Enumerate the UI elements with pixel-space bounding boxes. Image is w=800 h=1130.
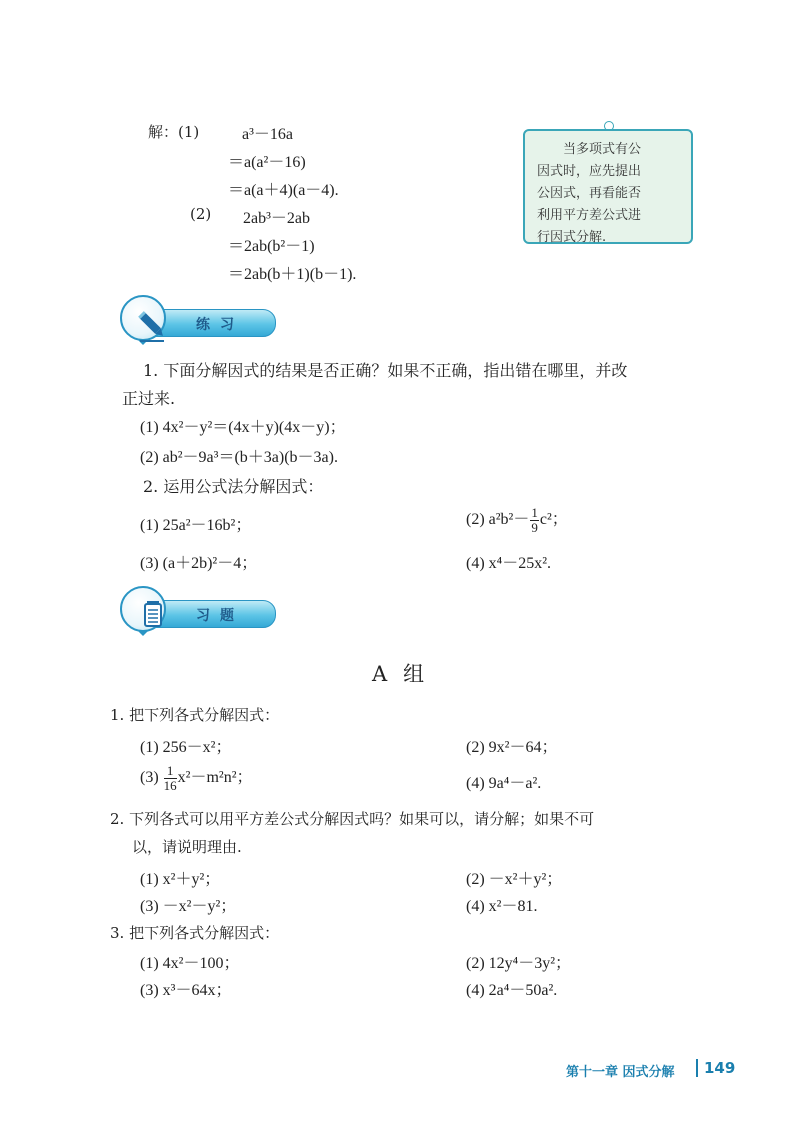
note-line: 公因式，再看能否 (537, 186, 642, 201)
practice-q2-item: (4) x⁴－25x². (466, 555, 552, 572)
exercise-q1-item: (1) 256－x²； (140, 739, 232, 756)
practice-q1-line2: 正过来. (122, 389, 176, 408)
exercise-q1-item: (4) 9a⁴－a². (466, 775, 542, 792)
exercise-q2-item: (4) x²－81. (466, 898, 538, 915)
exercise-q1-item: (2) 9x²－64； (466, 739, 558, 756)
practice-banner (100, 305, 275, 339)
practice-q1-item: (2) ab²－9a³＝(b＋3a)(b－3a). (140, 449, 338, 466)
exercises-banner (100, 596, 275, 630)
note-line: 因式时，应先提出 (537, 164, 642, 179)
practice-q1-line1: 1. 下面分解因式的结果是否正确？如果不正确，指出错在哪里，并改 (143, 361, 628, 380)
solution-line: ＝a(a＋4)(a－4). (228, 182, 339, 199)
notebook-icon (130, 596, 176, 642)
practice-q1-item: (1) 4x²－y²＝(4x＋y)(4x－y)； (140, 419, 346, 436)
note-line: 当多项式有公 (563, 142, 642, 157)
exercise-q3-item: (2) 12y⁴－3y²； (466, 955, 572, 972)
side-note (523, 129, 693, 244)
exercise-q2-item: (3) －x²－y²； (140, 898, 237, 915)
pencil-icon (130, 305, 176, 351)
solution-line: ＝a(a²－16) (228, 154, 306, 171)
fraction: $\frac{1}{16}$ (163, 763, 177, 793)
exercise-q2-item: (1) x²＋y²； (140, 871, 221, 888)
exercise-q2-item: (2) －x²＋y²； (466, 871, 563, 888)
exercise-q3-item: (3) x³－64x； (140, 982, 232, 999)
solution-line: ＝2ab(b²－1) (228, 238, 315, 255)
group-heading: A组 (372, 662, 441, 686)
exercise-q1-item: (3) $\frac{1}{16}$ x²－m²n²； (140, 763, 253, 793)
solution-line: ＝2ab(b＋1)(b－1). (228, 266, 357, 283)
exercise-q3-item: (4) 2a⁴－50a². (466, 982, 558, 999)
exercise-q3: 3. 把下列各式分解因式： (110, 924, 280, 942)
page-number: 149 (704, 1059, 736, 1077)
solution-line: a³－16a (242, 126, 294, 143)
exercise-q3-item: (1) 4x²－100； (140, 955, 240, 972)
solution-prefix: 解：(1) (148, 123, 200, 141)
solution-line: 2ab³－2ab (243, 210, 311, 227)
exercise-q2-line2: 以，请说明理由. (132, 838, 242, 856)
exercise-q2-line1: 2. 下列各式可以用平方差公式分解因式吗？如果可以，请分解；如果不可 (110, 810, 595, 828)
note-line: 利用平方差公式进 (537, 208, 642, 223)
note-line: 行因式分解. (537, 230, 607, 245)
fraction: $\frac{1}{9}$ (531, 505, 538, 535)
solution-label-2: (2) (190, 205, 212, 223)
exercises-banner-label: 习题 (196, 608, 244, 624)
footer-divider (696, 1059, 698, 1077)
exercise-q1: 1. 把下列各式分解因式： (110, 706, 280, 724)
practice-q2-item: (1) 25a²－16b²； (140, 517, 252, 534)
practice-banner-label: 练习 (196, 317, 244, 333)
chapter-footer: 第十一章 因式分解 (566, 1065, 675, 1080)
practice-q2-item: (3) (a＋2b)²－4； (140, 555, 258, 572)
practice-q2: 2. 运用公式法分解因式： (143, 477, 324, 496)
practice-q2-item: (2) a²b²－ $\frac{1}{9}$ c²； (466, 505, 568, 535)
